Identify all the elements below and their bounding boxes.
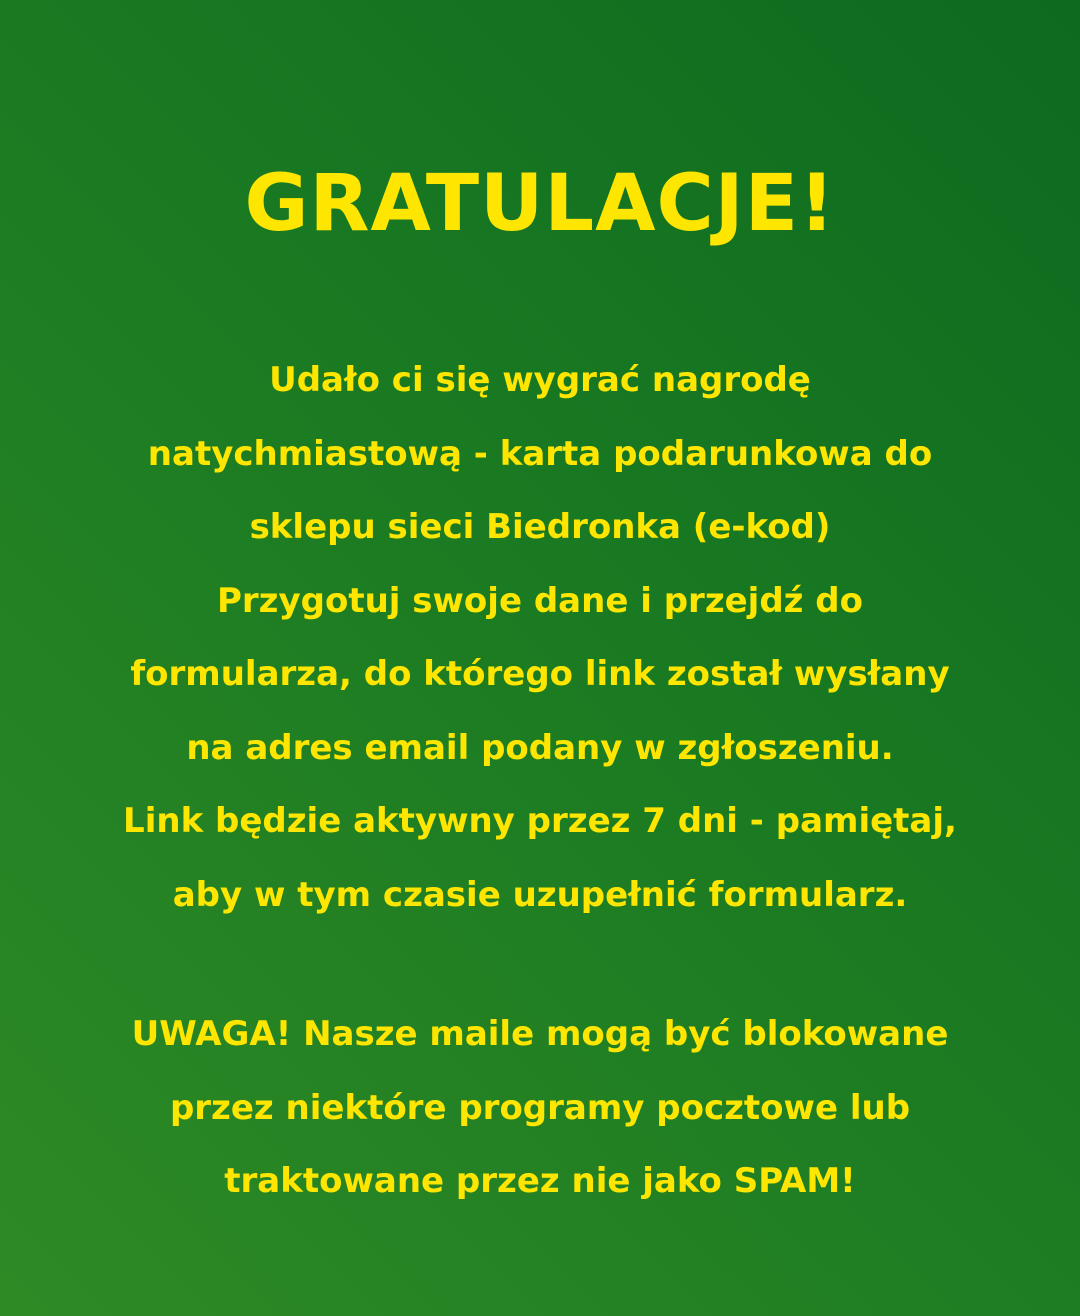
message-line: sklepu sieci Biedronka (e-kod) <box>249 507 831 547</box>
message-line: aby w tym czasie uzupełnić formularz. <box>172 874 908 915</box>
message-line: Przygotuj swoje dane i przejdź do <box>217 580 863 621</box>
message-line: formularza, do którego link został wysłany <box>130 654 950 694</box>
warning-line: przez niektóre programy pocztowe lub <box>169 1087 911 1128</box>
message-line: Udało ci się wygrać nagrodę <box>269 360 811 400</box>
message-line: natychmiastową - karta podarunkowa do <box>147 433 933 474</box>
page-title: GRATULACJE! <box>244 159 836 249</box>
message-line: Link będzie aktywny przez 7 dni - pamiętaj, <box>123 801 957 841</box>
warning-line: traktowane przez nie jako SPAM! <box>224 1161 856 1201</box>
spam-warning <box>0 998 1080 1219</box>
warning-line: UWAGA! Nasze maile mogą być blokowane <box>131 1014 949 1054</box>
prize-message <box>0 344 1080 932</box>
message-line: na adres email podany w zgłoszeniu. <box>186 727 894 768</box>
